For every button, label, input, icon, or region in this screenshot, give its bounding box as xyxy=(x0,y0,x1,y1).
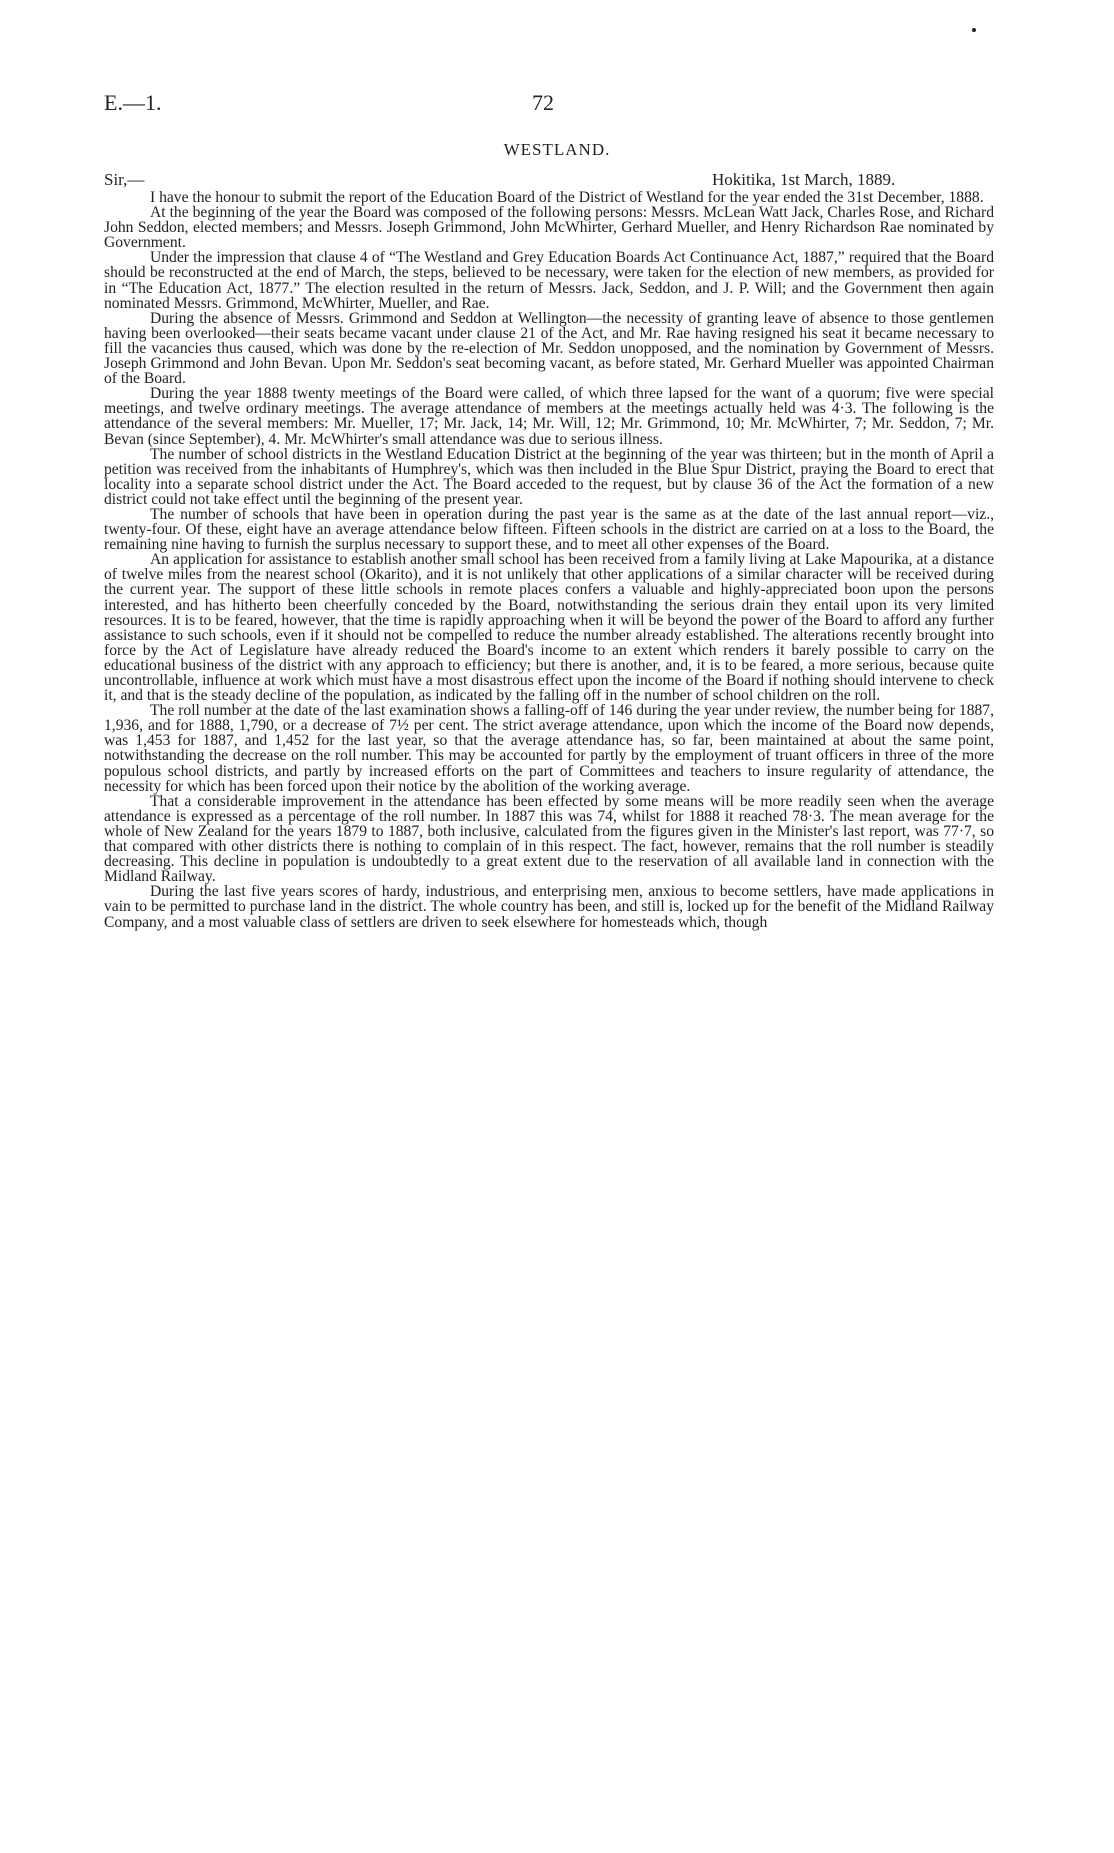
paragraph: An application for assistance to establish another small school has been received from a family living at Lake Mapourika, at a distance of twelve miles from the nearest school (Okarito), and it is not unlikely that other applications of a similar character will be received during the current year. The support of these little schools in remote places confers a valuable and highly-appreciated boon upon the persons interested, and has hitherto been cheerfully conceded by the Board, notwithstanding the serious drain they entail upon its very limited resources. It is to be feared, however, that the time is rapidly approaching when it will be beyond the power of the Board to afford any further assistance to such schools, even if it should not be compelled to reduce the number already established. The alterations recently brought into force by the Act of Legislature have already reduced the Board's income to an extent which renders it barely possible to carry on the educational business of the district with any approach to efficiency; but there is another, and, it is to be feared, a more serious, because quite uncontrollable, influence at work which must have a most disastrous effect upon the income of the Board if nothing should intervene to check it, and that is the steady decline of the population, as indicated by the falling off in the number of school children on the roll. xyxy=(104,551,994,705)
paragraph: The roll number at the date of the last examination shows a falling-off of 146 during the year under review, the number being for 1887, 1,936, and for 1888, 1,790, or a decrease of 7½ per cent. The strict average attendance, upon which the income of the Board now depends, was 1,453 for 1887, and 1,452 for the last year, so that the average attendance has, so far, been maintained at about the same point, notwithstanding the decrease on the roll number. This may be accounted for partly by the employment of truant officers in three of the more populous school districts, and partly by increased efforts on the part of Committees and teachers to insure regularity of attendance, the necessity for which has been forced upon their notice by the abolition of the working average. xyxy=(104,702,994,795)
section-title: WESTLAND. xyxy=(503,140,611,159)
paragraph: Under the impression that clause 4 of “The Westland and Grey Education Boards Act Continuance Act, 1887,” required that the Board should be reconstructed at the end of March, the steps, believed to be necessary, were taken for the election of new members, as provided for in “The Education Act, 1877.” The election resulted in the return of Messrs. Jack, Seddon, and J. P. Will; and the Government then again nominated Messrs. Grimmond, McWhirter, Mueller, and Rae. xyxy=(104,249,994,312)
paragraph: During the absence of Messrs. Grimmond and Seddon at Wellington—the necessity of granting leave of absence to those gentlemen having been overlooked—their seats became vacant under clause 21 of the Act, and Mr. Rae having resigned his seat it became necessary to fill the vacancies thus caused, which was done by the re-election of Mr. Seddon unopposed, and the nomination by Government of Messrs. Joseph Grimmond and John Bevan. Upon Mr. Seddon's seat becoming vacant, as before stated, Mr. Gerhard Mueller was appointed Chairman of the Board. xyxy=(104,309,994,388)
page-number: 72 xyxy=(532,90,554,115)
paragraph: The number of schools that have been in operation during the past year is the same as at the date of the last annual report—viz., twenty-four. Of these, eight have an average attendance below fifteen. Fifteen schools in the district are carried on at a loss to the Board, the remaining nine having to furnish the surplus necessary to support these, and to meet all other expenses of the Board. xyxy=(104,505,994,554)
dateline: Hokitika, 1st March, 1889. xyxy=(712,170,896,189)
paragraph: During the year 1888 twenty meetings of the Board were called, of which three lapsed for the want of a quorum; five were special meetings, and twelve ordinary meetings. The average attendance of members at the meetings actually held was 4·3. The following is the attendance of the several members: Mr. Mueller, 17; Mr. Jack, 14; Mr. Will, 12; Mr. Grimmond, 10; Mr. McWhirter, 7; Mr. Seddon, 7; Mr. Bevan (since September), 4. Mr. McWhirter's small attendance was due to serious illness. xyxy=(104,385,994,448)
paragraph: At the beginning of the year the Board was composed of the following persons: Messrs. McLean Watt Jack, Charles Rose, and Richard John Seddon, elected members; and Messrs. Joseph Grimmond, John McWhirter, Gerhard Mueller, and Henry Richardson Rae nominated by Government. xyxy=(104,204,994,252)
paragraph: The number of school districts in the Westland Education District at the beginning of the year was thirteen; but in the month of April a petition was received from the inhabitants of Humphrey's, which was then included in the Blue Spur District, praying the Board to erect that locality into a separate school district under the Act. The Board acceded to the request, but by clause 36 of the Act the formation of a new district could not take effect until the beginning of the present year. xyxy=(104,445,994,508)
paragraph: I have the honour to submit the report of the Education Board of the District of Westland for the year ended the 31st December, 1888. xyxy=(150,189,984,206)
paragraph: That a considerable improvement in the attendance has been effected by some means will be more readily seen when the average attendance is expressed as a percentage of the roll number. In 1887 this was 74, whilst for 1888 it reached 78·3. The mean average for the whole of New Zealand for the years 1879 to 1887, both inclusive, calculated from the figures given in the Minister's last report, was 77·7, so that compared with other districts there is nothing to complain of in this respect. The fact, however, remains that the roll number is steadily decreasing. This decline in population is undoubtedly to a great extent due to the reservation of all available land in connection with the Midland Railway. xyxy=(104,792,994,886)
speck-mark xyxy=(972,28,976,32)
salutation: Sir,— xyxy=(104,170,145,189)
report-body xyxy=(104,190,994,930)
paragraph: During the last five years scores of hardy, industrious, and enterprising men, anxious to become settlers, have made applications in vain to be permitted to purchase land in the district. The whole country has been, and still is, locked up for the benefit of the Midland Railway Company, and a most valuable class of settlers are driven to seek elsewhere for homesteads which, though xyxy=(104,883,994,931)
report-code: E.—1. xyxy=(104,90,162,115)
